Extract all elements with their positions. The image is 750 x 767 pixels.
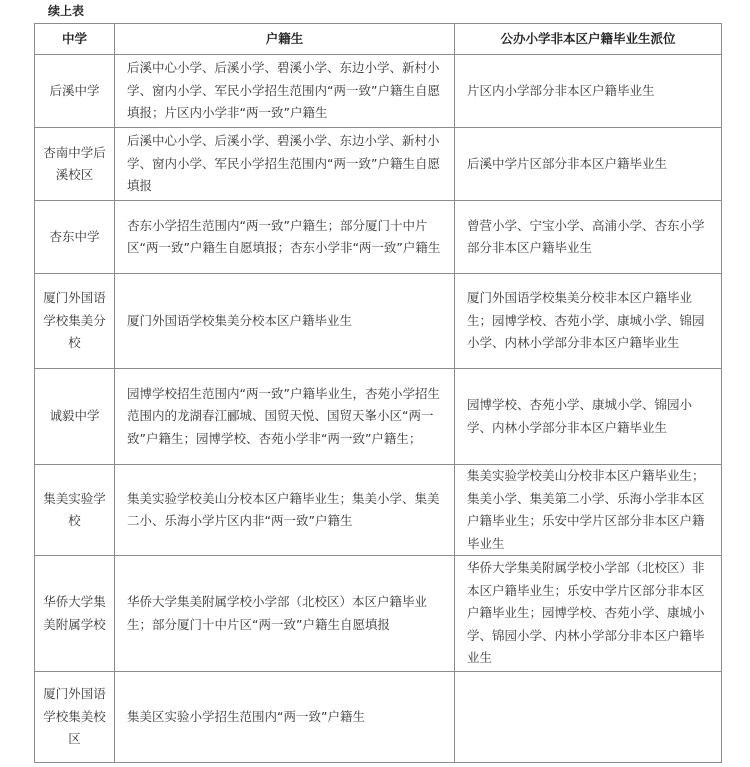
header-row [35, 24, 722, 55]
school-name: 诚毅中学 [35, 369, 115, 465]
assign-cell: 厦门外国语学校集美分校非本区户籍毕业生；园博学校、杏苑小学、康城小学、锦园小学、内林小学部分非本区户籍毕业生 [455, 274, 722, 369]
huji-cell: 集美实验学校美山分校本区户籍毕业生；集美小学、集美二小、乐海小学片区内非“两一致”户籍生 [115, 465, 455, 556]
school-name: 后溪中学 [35, 55, 115, 128]
huji-cell: 杏东小学招生范围内“两一致”户籍生；部分厦门十中片区“两一致”户籍生自愿填报；杏东小学非“两一致”户籍生 [115, 201, 455, 274]
assign-cell: 集美实验学校美山分校非本区户籍毕业生；集美小学、集美第二小学、乐海小学非本区户籍毕业生；乐安中学片区部分非本区户籍毕业生 [455, 465, 722, 556]
school-name: 杏南中学后溪校区 [35, 128, 115, 201]
huji-cell: 后溪中心小学、后溪小学、碧溪小学、东边小学、新村小学、窗内小学、军民小学招生范围内“两一致”户籍生自愿填报 [115, 128, 455, 201]
header-huji: 户籍生 [115, 24, 455, 55]
school-name: 厦门外国语学校集美校区 [35, 672, 115, 763]
table-row [35, 201, 722, 274]
table-row [35, 369, 722, 465]
table-row [35, 672, 722, 763]
table-row [35, 128, 722, 201]
table-row [35, 274, 722, 369]
school-name: 华侨大学集美附属学校 [35, 556, 115, 672]
assign-cell: 园博学校、杏苑小学、康城小学、锦园小学、内林小学部分非本区户籍毕业生 [455, 369, 722, 465]
table-caption: 续上表 [48, 4, 85, 18]
table-row [35, 55, 722, 128]
assign-cell: 后溪中学片区部分非本区户籍毕业生 [455, 128, 722, 201]
huji-cell: 华侨大学集美附属学校小学部（北校区）本区户籍毕业生；部分厦门十中片区“两一致”户籍生自愿填报 [115, 556, 455, 672]
assign-cell: 曾营小学、宁宝小学、高浦小学、杏东小学部分非本区户籍毕业生 [455, 201, 722, 274]
header-school: 中学 [35, 24, 115, 55]
assign-cell: 片区内小学部分非本区户籍毕业生 [455, 55, 722, 128]
huji-cell: 园博学校招生范围内“两一致”户籍毕业生，杏苑小学招生范围内的龙湖春江郦城、国贸天悦、国贸天峯小区“两一致”户籍生；园博学校、杏苑小学非“两一致”户籍生； [115, 369, 455, 465]
assignment-table [34, 23, 722, 763]
assign-cell [455, 672, 722, 763]
school-name: 杏东中学 [35, 201, 115, 274]
header-assign: 公办小学非本区户籍毕业生派位 [455, 24, 722, 55]
school-name: 厦门外国语学校集美分校 [35, 274, 115, 369]
school-name: 集美实验学校 [35, 465, 115, 556]
assign-cell: 华侨大学集美附属学校小学部（北校区）非本区户籍毕业生；乐安中学片区部分非本区户籍毕业生；园博学校、杏苑小学、康城小学、锦园小学、内林小学部分非本区户籍毕业生 [455, 556, 722, 672]
table-row [35, 465, 722, 556]
huji-cell: 厦门外国语学校集美分校本区户籍毕业生 [115, 274, 455, 369]
table-row [35, 556, 722, 672]
huji-cell: 集美区实验小学招生范围内“两一致”户籍生 [115, 672, 455, 763]
huji-cell: 后溪中心小学、后溪小学、碧溪小学、东边小学、新村小学、窗内小学、军民小学招生范围内“两一致”户籍生自愿填报；片区内小学非“两一致”户籍生 [115, 55, 455, 128]
